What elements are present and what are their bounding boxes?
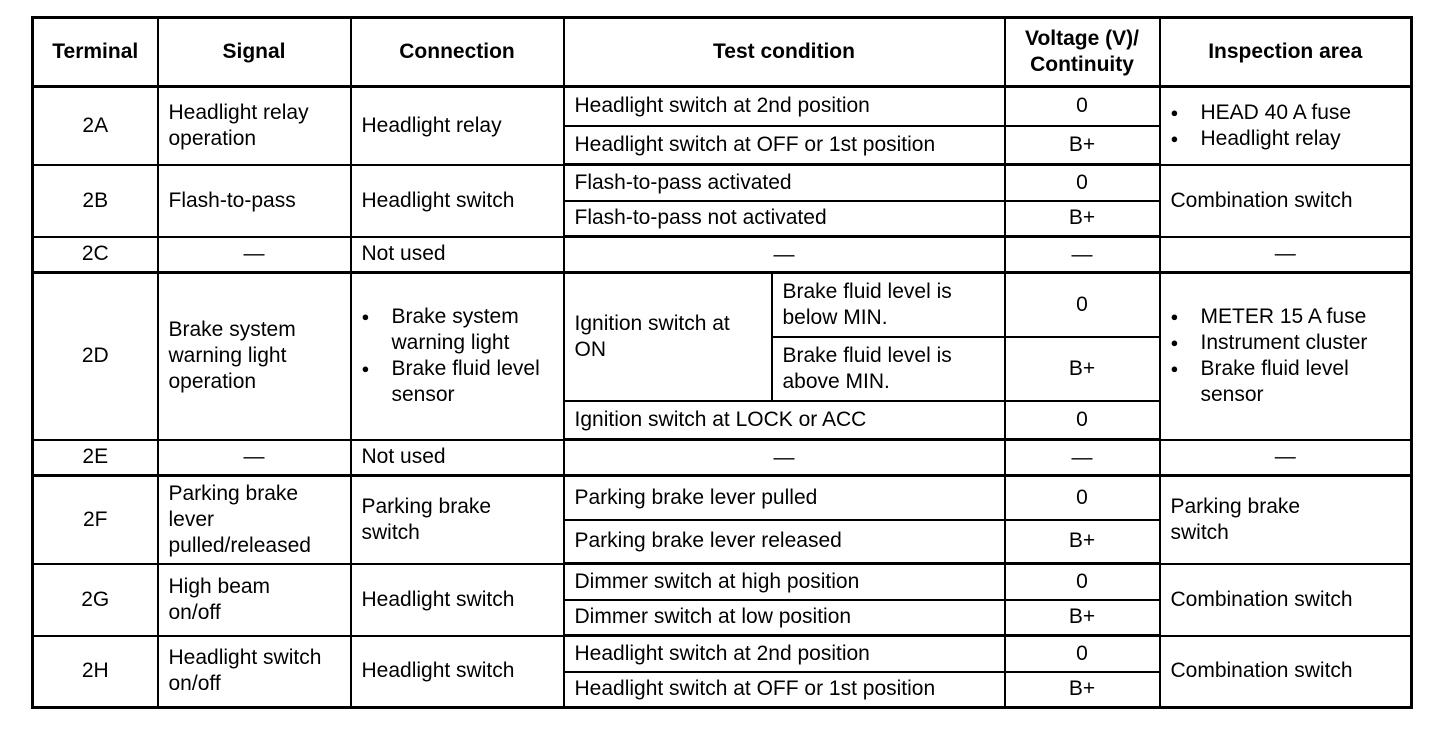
signal-cell: Headlight relay operation [158, 87, 351, 165]
voltage-cell: B+ [1005, 126, 1160, 165]
test-condition-cell: Headlight switch at 2nd position [564, 636, 1005, 672]
test-condition-cell: Headlight switch at OFF or 1st position [564, 126, 1005, 165]
voltage-cell: B+ [1005, 337, 1160, 401]
terminal-cell: 2F [33, 476, 158, 564]
terminal-cell: 2E [33, 440, 158, 476]
voltage-cell: 0 [1005, 273, 1160, 337]
table-row [33, 440, 1412, 476]
table-row [33, 87, 1412, 126]
voltage-cell: 0 [1005, 401, 1160, 440]
header-inspection-area: Inspection area [1160, 18, 1412, 87]
inspection-cell: Parking brake switch [1160, 476, 1412, 564]
connection-cell: Headlight switch [351, 564, 564, 636]
header-test-condition: Test condition [564, 18, 1005, 87]
test-condition-cell: Headlight switch at 2nd position [564, 87, 1005, 126]
signal-cell: — [158, 440, 351, 476]
voltage-cell: 0 [1005, 165, 1160, 201]
terminal-cell: 2B [33, 165, 158, 237]
terminal-cell: 2H [33, 636, 158, 708]
inspection-cell: Combination switch [1160, 165, 1412, 237]
list-item: ● Brake fluid level sensor [362, 356, 553, 408]
header-signal: Signal [158, 18, 351, 87]
test-condition-cell: Brake fluid level is below MIN. [772, 273, 1005, 337]
connection-cell: Headlight switch [351, 636, 564, 708]
header-voltage-line2: Continuity [1030, 53, 1134, 76]
voltage-cell: 0 [1005, 564, 1160, 600]
list-item: ● METER 15 A fuse [1171, 304, 1401, 330]
connection-cell: Not used [351, 237, 564, 273]
signal-cell: Brake system warning light operation [158, 273, 351, 440]
signal-cell: Headlight switch on/off [158, 636, 351, 708]
test-condition-cell: Headlight switch at OFF or 1st position [564, 672, 1005, 708]
test-condition-cell: Dimmer switch at high position [564, 564, 1005, 600]
table-row [33, 273, 1412, 337]
signal-cell: — [158, 237, 351, 273]
inspection-cell [1160, 273, 1412, 440]
inspection-list [1171, 304, 1401, 408]
test-condition-cell: Brake fluid level is above MIN. [772, 337, 1005, 401]
table-row [33, 476, 1412, 520]
table-row [33, 237, 1412, 273]
test-condition-cell: Parking brake lever pulled [564, 476, 1005, 520]
test-condition-cell: Flash-to-pass activated [564, 165, 1005, 201]
inspection-cell: — [1160, 440, 1412, 476]
signal-cell: Parking brake lever pulled/released [158, 476, 351, 564]
header-voltage-line1: Voltage (V)/ [1025, 27, 1139, 50]
signal-cell: Flash-to-pass [158, 165, 351, 237]
terminal-cell: 2D [33, 273, 158, 440]
terminal-cell: 2C [33, 237, 158, 273]
signal-cell: High beam on/off [158, 564, 351, 636]
connection-cell: Parking brake switch [351, 476, 564, 564]
terminal-voltage-table [31, 16, 1413, 709]
test-condition-cell: Parking brake lever released [564, 520, 1005, 564]
voltage-cell: 0 [1005, 636, 1160, 672]
voltage-cell: 0 [1005, 87, 1160, 126]
list-item: ● HEAD 40 A fuse [1171, 100, 1401, 126]
test-condition-cell: Ignition switch at LOCK or ACC [564, 401, 1005, 440]
voltage-cell: 0 [1005, 476, 1160, 520]
voltage-cell: B+ [1005, 600, 1160, 636]
voltage-cell: B+ [1005, 201, 1160, 237]
header-voltage [1005, 18, 1160, 87]
inspection-cell [1160, 87, 1412, 165]
list-item: ● Brake fluid level sensor [1171, 356, 1401, 408]
inspection-cell: Combination switch [1160, 564, 1412, 636]
connection-cell: Not used [351, 440, 564, 476]
table-row [33, 564, 1412, 600]
test-condition-cell: — [564, 440, 1005, 476]
header-row [33, 18, 1412, 87]
list-item: ● Instrument cluster [1171, 330, 1401, 356]
terminal-cell: 2A [33, 87, 158, 165]
inspection-cell: — [1160, 237, 1412, 273]
voltage-cell: — [1005, 440, 1160, 476]
connection-cell [351, 273, 564, 440]
test-condition-cell: Flash-to-pass not activated [564, 201, 1005, 237]
ignition-on-cell: Ignition switch at ON [564, 273, 772, 401]
inspection-cell: Combination switch [1160, 636, 1412, 708]
terminal-cell: 2G [33, 564, 158, 636]
connection-list [362, 304, 553, 408]
header-terminal: Terminal [33, 18, 158, 87]
header-connection: Connection [351, 18, 564, 87]
list-item: ● Brake system warning light [362, 304, 553, 356]
voltage-cell: B+ [1005, 672, 1160, 708]
voltage-cell: B+ [1005, 520, 1160, 564]
table-row [33, 636, 1412, 672]
table-row [33, 165, 1412, 201]
test-condition-cell: Dimmer switch at low position [564, 600, 1005, 636]
test-condition-cell: — [564, 237, 1005, 273]
voltage-cell: — [1005, 237, 1160, 273]
connection-cell: Headlight relay [351, 87, 564, 165]
connection-cell: Headlight switch [351, 165, 564, 237]
list-item: ● Headlight relay [1171, 126, 1401, 152]
inspection-list [1171, 100, 1401, 152]
